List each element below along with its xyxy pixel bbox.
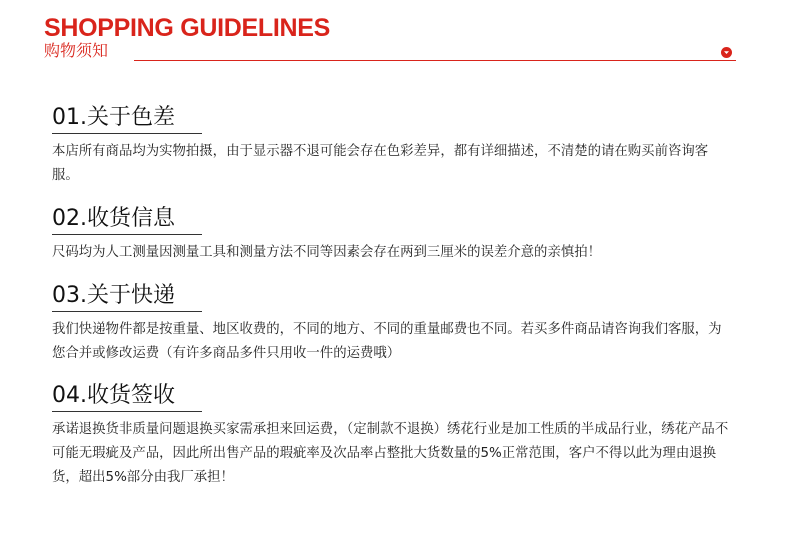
section-title: 01.关于色差 <box>52 105 175 130</box>
section-underline <box>52 311 202 312</box>
page-title-cn: 购物须知 <box>44 41 109 60</box>
section-body: 尺码均为人工测量因测量工具和测量方法不同等因素会存在两到三厘米的误差介意的亲慎拍！ <box>52 245 602 260</box>
section-title: 02.收货信息 <box>52 206 175 231</box>
section-body: 本店所有商品均为实物拍摄，由于显示器不退可能会存在色彩差异，都有详细描述，不清楚的请在购买前咨询客服。 <box>52 144 709 183</box>
page-header <box>44 14 736 64</box>
section-underline <box>52 411 202 412</box>
page-title-en: SHOPPING GUIDELINES <box>44 14 331 42</box>
section-title: 03.关于快递 <box>52 283 175 308</box>
header-divider <box>134 60 736 61</box>
section-color-difference <box>52 104 732 183</box>
section-title: 04.收货签收 <box>52 383 175 408</box>
section-body: 承诺退换货非质量问题退换买家需承担来回运费，（定制款不退换）绣花行业是加工性质的半成品行业，绣花产品不可能无瑕疵及产品，因此所出售产品的瑕疵率及次品率占整批大货数量的5%正常范围，客户不得以此为理由退换货，超出5%部分由我厂承担！ <box>52 422 729 485</box>
section-shipping <box>52 282 732 361</box>
chevron-down-circle-icon <box>721 47 732 58</box>
section-receipt-signing <box>52 382 732 485</box>
section-underline <box>52 133 202 134</box>
section-underline <box>52 234 202 235</box>
section-receiving-info <box>52 205 732 260</box>
section-body: 我们快递物件都是按重量、地区收费的，不同的地方、不同的重量邮费也不同。若买多件商品请咨询我们客服，为您合并或修改运费（有许多商品多件只用收一件的运费哦） <box>52 322 722 361</box>
